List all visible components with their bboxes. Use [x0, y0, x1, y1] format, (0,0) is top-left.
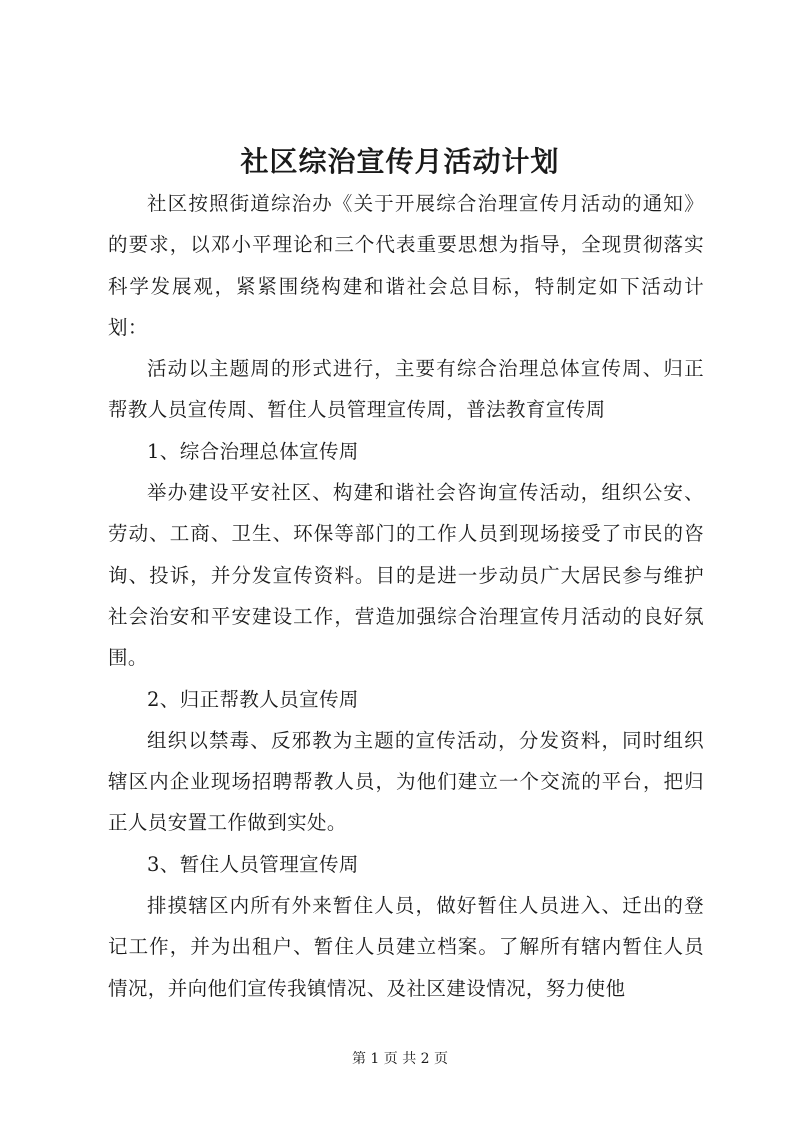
- document-body: [108, 183, 704, 1009]
- page-footer: 第 1 页 共 2 页: [351, 1051, 449, 1067]
- paragraph-activity-overview: 活动以主题周的形式进行，主要有综合治理总体宣传周、归正帮教人员宣传周、暂住人员管理宣传周，普法教育宣传周: [108, 357, 704, 422]
- paragraph-section-3: 排摸辖区内所有外来暂住人员，做好暂住人员进入、迁出的登记工作，并为出租户、暂住人员建立档案。了解所有辖内暂住人员情况，并向他们宣传我镇情况、及社区建设情况，努力使他: [108, 894, 704, 1000]
- paragraph-intro: 社区按照街道综治办《关于开展综合治理宣传月活动的通知》的要求，以邓小平理论和三个代表重要思想为指导，全现贯彻落实科学发展观，紧紧围绕构建和谐社会总目标，特制定如下活动计划：: [108, 192, 704, 339]
- section-heading-2: 2、归正帮教人员宣传周: [147, 687, 359, 711]
- paragraph-section-1: 举办建设平安社区、构建和谐社会咨询宣传活动，组织公安、劳动、工商、卫生、环保等部门的工作人员到现场接受了市民的咨询、投诉，并分发宣传资料。目的是进一步动员广大居民参与维护社会治安和平安建设工作，营造加强综合治理宣传月活动的良好氛围。: [108, 481, 704, 670]
- section-heading-3: 3、暂住人员管理宣传周: [147, 852, 359, 876]
- document-title: 社区综治宣传月活动计划: [240, 145, 560, 178]
- section-heading-1: 1、综合治理总体宣传周: [147, 439, 359, 463]
- paragraph-section-2: 组织以禁毒、反邪教为主题的宣传活动，分发资料，同时组织辖区内企业现场招聘帮教人员，为他们建立一个交流的平台，把归正人员安置工作做到实处。: [108, 728, 704, 835]
